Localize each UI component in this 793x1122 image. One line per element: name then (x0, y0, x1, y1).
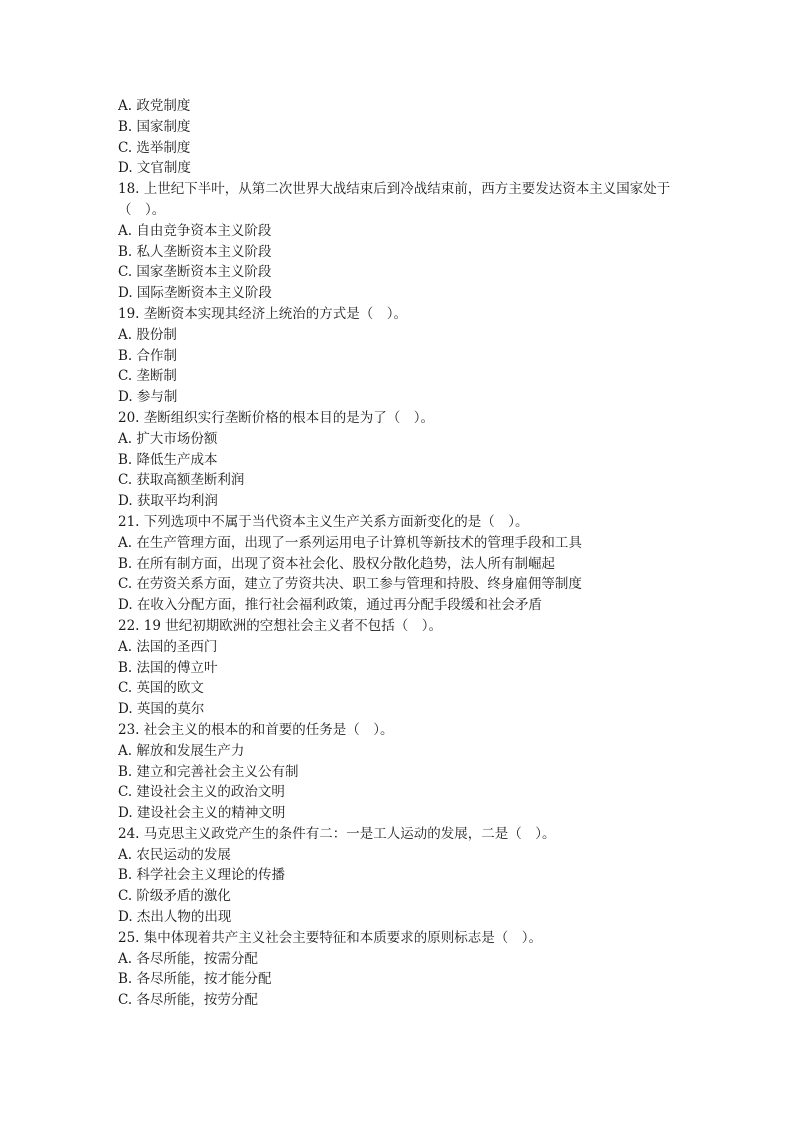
option-d: D. 建设社会主义的精神文明 (118, 805, 286, 822)
option-b: B. 国家制度 (118, 118, 191, 135)
option-c: C. 英国的欧文 (118, 680, 204, 697)
option-a: A. 农民运动的发展 (118, 846, 231, 863)
question-18: 18. 上世纪下半叶，从第二次世界大战结束后到冷战结束前，西方主要发达资本主义国家处于（ ）。 (118, 181, 671, 218)
option-b: B. 建立和完善社会主义公有制 (118, 763, 299, 780)
option-b: B. 科学社会主义理论的传播 (118, 867, 286, 884)
question-22: 22. 19 世纪初期欧洲的空想社会主义者不包括（ ）。 (118, 617, 442, 634)
option-a: A. 政党制度 (118, 98, 191, 114)
option-c: C. 建设社会主义的政治文明 (118, 784, 285, 801)
option-c: C. 国家垄断资本主义阶段 (118, 264, 272, 281)
option-b: B. 法国的傅立叶 (118, 659, 218, 676)
option-c: C. 获取高额垄断利润 (118, 472, 245, 489)
option-c: C. 各尽所能，按劳分配 (118, 992, 258, 1009)
option-d: D. 获取平均利润 (118, 493, 218, 510)
question-23: 23. 社会主义的根本的和首要的任务是（ ）。 (118, 721, 394, 738)
option-d: D. 国际垄断资本主义阶段 (118, 285, 272, 302)
question-25: 25. 集中体现着共产主义社会主要特征和本质要求的原则标志是（ ）。 (118, 929, 543, 946)
option-a: A. 自由竞争资本主义阶段 (118, 222, 272, 239)
option-d: D. 文官制度 (118, 160, 191, 177)
option-a: A. 在生产管理方面，出现了一系列运用电子计算机等新技术的管理手段和工具 (118, 534, 582, 551)
option-c: C. 阶级矛盾的激化 (118, 888, 231, 905)
option-d: D. 在收入分配方面，推行社会福利政策，通过再分配手段缓和社会矛盾 (118, 597, 542, 614)
option-b: B. 降低生产成本 (118, 451, 218, 468)
option-c: C. 垄断制 (118, 368, 177, 385)
option-b: B. 各尽所能，按才能分配 (118, 971, 272, 988)
option-d: D. 英国的莫尔 (118, 701, 205, 718)
question-19: 19. 垄断资本实现其经济上统治的方式是（ ）。 (118, 305, 408, 322)
option-c: C. 在劳资关系方面，建立了劳资共决、职工参与管理和持股、终身雇佣等制度 (118, 576, 582, 593)
option-b: B. 在所有制方面，出现了资本社会化、股权分散化趋势，法人所有制崛起 (118, 555, 556, 572)
question-21: 21. 下列选项中不属于当代资本主义生产关系方面新变化的是（ ）。 (118, 513, 529, 530)
option-d: D. 参与制 (118, 389, 178, 406)
option-a: A. 解放和发展生产力 (118, 742, 245, 759)
option-b: B. 合作制 (118, 347, 178, 364)
option-a: A. 扩大市场份额 (118, 430, 218, 447)
option-a: A. 股份制 (118, 326, 177, 343)
option-a: A. 法国的圣西门 (118, 638, 218, 655)
option-d: D. 杰出人物的出现 (118, 909, 232, 926)
question-20: 20. 垄断组织实行垄断价格的根本目的是为了（ ）。 (118, 409, 435, 426)
option-a: A. 各尽所能，按需分配 (118, 950, 258, 967)
document-body (118, 96, 678, 1011)
question-24: 24. 马克思主义政党产生的条件有二：一是工人运动的发展，二是（ ）。 (118, 825, 556, 842)
option-b: B. 私人垄断资本主义阶段 (118, 243, 272, 260)
option-c: C. 选举制度 (118, 139, 191, 156)
